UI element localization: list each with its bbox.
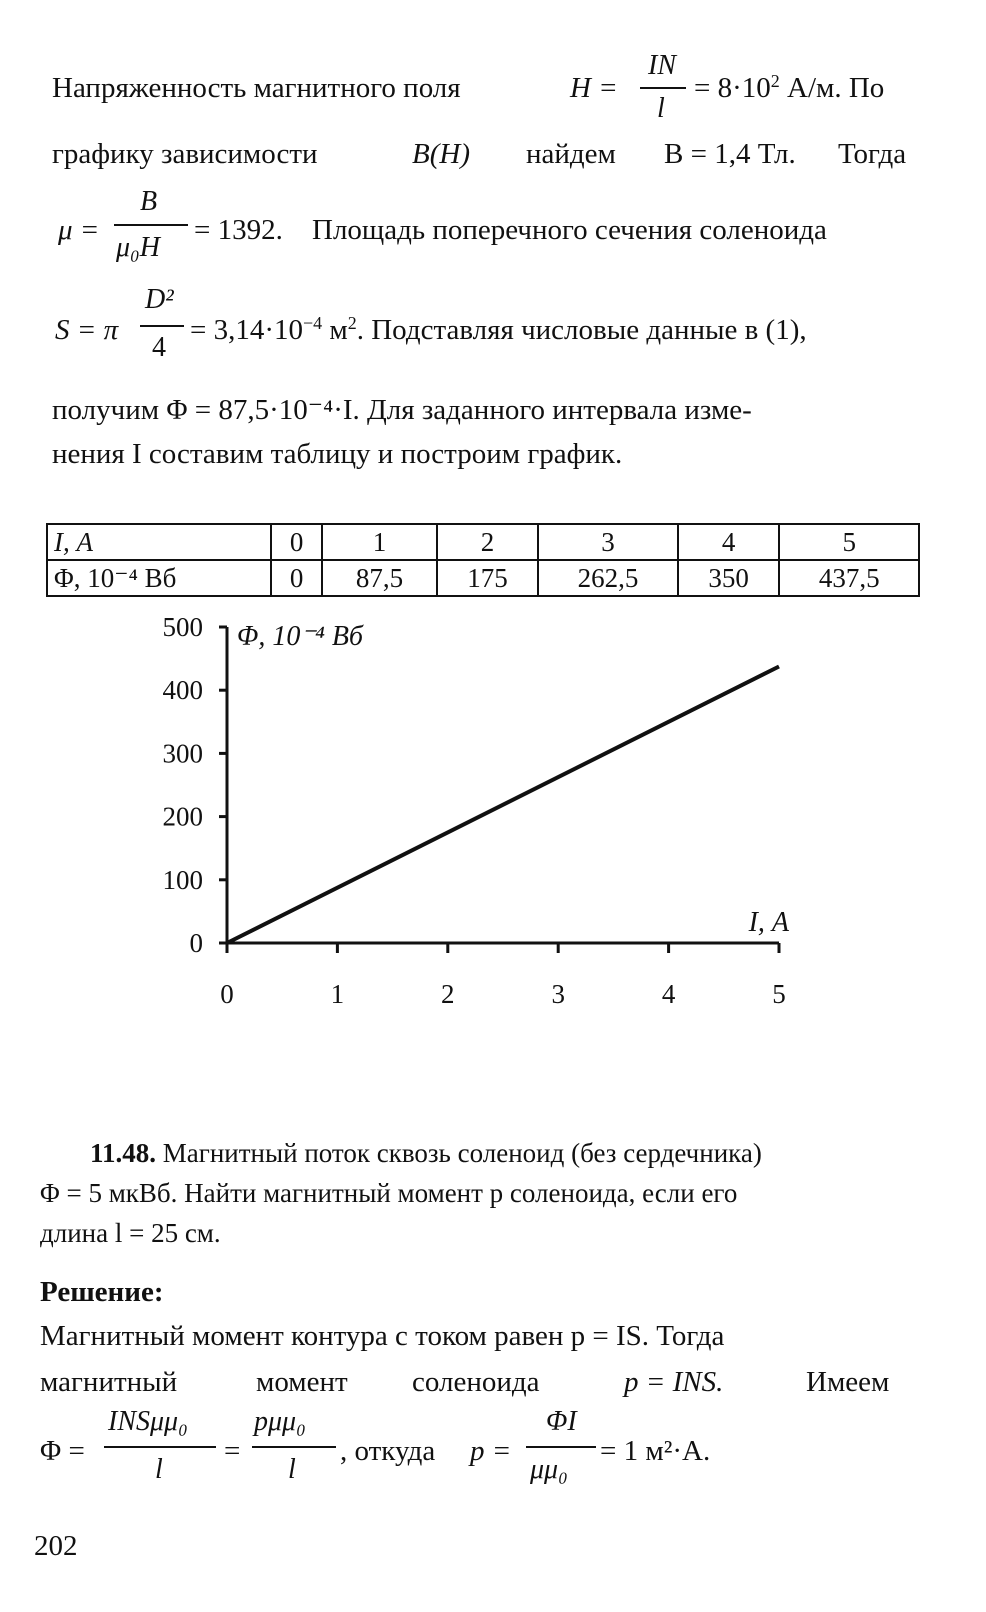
y-axis-label: Φ, 10⁻⁴ Вб — [237, 621, 364, 652]
line1-value-base: = 8·10 — [694, 72, 771, 104]
eq-phi: Φ = — [40, 1435, 85, 1467]
line2-c: Тогда — [838, 138, 907, 170]
line2-a: графику зависимости — [52, 138, 318, 170]
table-cell: 4 — [678, 524, 780, 560]
x-tick-label: 2 — [441, 979, 455, 1009]
table-cell: 175 — [437, 560, 539, 596]
frac-mu-numerator: B — [140, 186, 158, 217]
table-cell: 0 — [271, 560, 322, 596]
frac1-line — [104, 1446, 216, 1448]
table-cell: 87,5 — [322, 560, 436, 596]
eq-text: , откуда — [340, 1435, 436, 1467]
y-tick-label: 500 — [162, 612, 203, 642]
solution-heading: Решение: — [40, 1276, 164, 1308]
x-tick-label: 3 — [551, 979, 565, 1009]
y-tick-label: 400 — [162, 675, 203, 706]
table-cell: 350 — [678, 560, 780, 596]
frac-IN-numerator: IN — [648, 50, 676, 81]
line5: получим Φ = 87,5·10⁻⁴·I. Для заданного интервала изме- — [52, 394, 752, 426]
table-cell: 0 — [271, 524, 322, 560]
frac-S-denominator: 4 — [152, 332, 166, 363]
x-tick-label: 0 — [220, 979, 234, 1009]
problem-line-1-text: Магнитный поток сквозь соленоид (без сердечника) — [162, 1138, 762, 1168]
line1-value-exp: 2 — [770, 71, 780, 92]
problem-number: 11.48. — [90, 1138, 157, 1168]
series-line — [227, 667, 779, 944]
solution-line-2-d: p = INS. — [624, 1366, 724, 1398]
y-tick-label: 200 — [162, 801, 203, 832]
solution-line-1: Магнитный момент контура с током равен p = IS. Тогда — [40, 1320, 725, 1352]
table-cell: 1 — [322, 524, 436, 560]
table-cell: 2 — [437, 524, 539, 560]
table-row-header-I: I, А — [47, 524, 271, 560]
line3-value: = 1392. — [194, 214, 283, 246]
line2-BH: B(H) — [412, 138, 470, 170]
x-tick-label: 1 — [330, 979, 345, 1009]
frac-mu-denominator: μ₀H — [116, 232, 161, 263]
table-cell: 5 — [779, 524, 919, 560]
eq-p: p = — [470, 1435, 512, 1467]
line1-prefix: Напряженность магнитного поля — [52, 72, 461, 104]
table-cell: 262,5 — [538, 560, 677, 596]
eq-equals: = — [224, 1435, 241, 1467]
frac2-denominator: l — [288, 1454, 296, 1485]
frac2-numerator: pμμ₀ — [254, 1406, 306, 1437]
page-number: 202 — [34, 1530, 78, 1562]
line4-unit-exp: 2 — [347, 313, 357, 334]
frac2-line — [252, 1446, 336, 1448]
line3-text: Площадь поперечного сечения соленоида — [312, 214, 827, 246]
line4-S: S = π — [55, 314, 119, 346]
line2-b: найдем — [526, 138, 616, 170]
line4-value-base: = 3,14·10 — [190, 314, 304, 346]
problem-line-1 — [90, 1140, 762, 1167]
line3-mu: μ = — [58, 214, 100, 246]
y-tick-label: 0 — [189, 928, 203, 958]
problem-line-2: Φ = 5 мкВб. Найти магнитный момент p соленоида, если его — [40, 1178, 738, 1208]
solution-line-2-c: соленоида — [412, 1366, 540, 1398]
line4-text: . Подставляя числовые данные в (1), — [356, 314, 807, 346]
frac1-denominator: l — [155, 1454, 163, 1485]
table-row-header-phi: Φ, 10⁻⁴ Вб — [47, 560, 271, 596]
line6: нения I составим таблицу и построим график. — [52, 438, 623, 470]
line2-B: B = 1,4 Тл. — [664, 138, 796, 170]
line1-unit: А/м. По — [787, 72, 885, 104]
x-axis-label: I, А — [748, 907, 789, 938]
x-tick-label: 5 — [772, 979, 786, 1009]
frac3-line — [526, 1446, 596, 1448]
line4-value-exp: −4 — [303, 313, 323, 334]
y-tick-label: 300 — [162, 738, 203, 769]
eq-result: = 1 м²·А. — [600, 1435, 711, 1467]
solution-line-2-e: Имеем — [806, 1366, 890, 1398]
solution-line-2-a: магнитный — [40, 1366, 178, 1398]
frac-S-numerator: D² — [145, 284, 174, 315]
frac3-numerator: ΦI — [546, 1406, 577, 1437]
formula-H: H = — [570, 72, 618, 104]
solution-line-2-b: момент — [256, 1366, 348, 1398]
frac3-denominator: μμ₀ — [530, 1454, 568, 1485]
problem-line-3: длина l = 25 см. — [40, 1218, 221, 1248]
table-cell: 437,5 — [779, 560, 919, 596]
line4-unit: м — [329, 314, 348, 346]
frac1-numerator: INSμμ₀ — [108, 1406, 188, 1437]
frac-IN-denominator: l — [657, 93, 665, 124]
x-tick-label: 4 — [661, 979, 676, 1009]
y-tick-label: 100 — [162, 864, 203, 895]
table-cell: 3 — [538, 524, 677, 560]
